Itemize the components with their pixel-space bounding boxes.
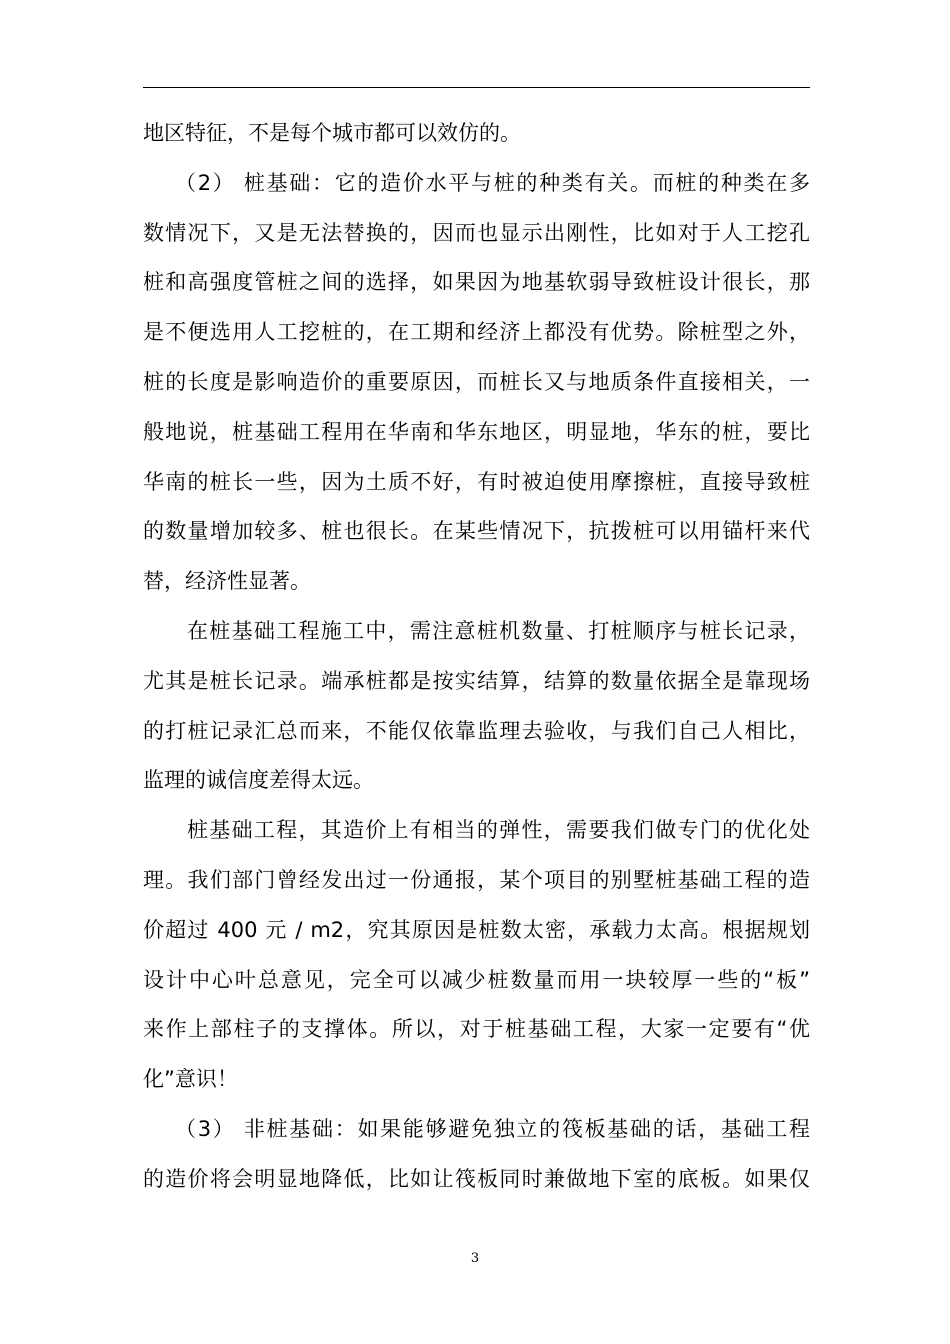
text-line: 数情况下，又是无法替换的，因而也显示出刚性，比如对于人工挖孔 <box>143 220 810 245</box>
text-line: （2） 桩基础：它的造价水平与桩的种类有关。而桩的种类在多 <box>175 170 810 195</box>
text-line: 的造价将会明显地降低，比如让筏板同时兼做地下室的底板。如果仅 <box>143 1166 810 1191</box>
text-line: 的打桩记录汇总而来，不能仅依靠监理去验收，与我们自己人相比， <box>143 718 810 743</box>
text-line: 理。我们部门曾经发出过一份通报，某个项目的别墅桩基础工程的造 <box>143 867 810 892</box>
header-rule <box>143 87 810 88</box>
document-body <box>143 109 810 1205</box>
text-line: 来作上部柱子的支撑体。所以，对于桩基础工程，大家一定要有“优 <box>143 1017 810 1042</box>
text-line: 桩和高强度管桩之间的选择，如果因为地基软弱导致桩设计很长，那 <box>143 270 810 295</box>
text-line: 替，经济性显著。 <box>143 569 311 594</box>
text-line: 价超过 400 元 / m2，究其原因是桩数太密，承载力太高。根据规划 <box>143 917 810 942</box>
text-line: （3） 非桩基础：如果能够避免独立的筏板基础的话，基础工程 <box>175 1116 810 1141</box>
page-number: 3 <box>470 1251 480 1266</box>
paragraph-non-pile-foundation <box>143 1105 810 1205</box>
text-line: 地区特征，不是每个城市都可以效仿的。 <box>143 121 521 145</box>
text-line: 化”意识！ <box>143 1067 238 1092</box>
text-line: 桩的长度是影响造价的重要原因，而桩长又与地质条件直接相关，一 <box>143 369 810 394</box>
paragraph-pile-foundation <box>143 159 810 607</box>
text-line: 华南的桩长一些，因为土质不好，有时被迫使用摩擦桩，直接导致桩 <box>143 469 810 494</box>
paragraph-pile-construction <box>143 607 810 806</box>
text-line: 般地说，桩基础工程用在华南和华东地区，明显地，华东的桩，要比 <box>143 419 810 444</box>
text-line: 尤其是桩长记录。端承桩都是按实结算，结算的数量依据全是靠现场 <box>143 668 810 693</box>
text-line: 的数量增加较多、桩也很长。在某些情况下，抗拨桩可以用锚杆来代 <box>143 519 810 544</box>
paragraph-continuation <box>143 109 810 159</box>
paragraph-optimization <box>143 806 810 1105</box>
text-line: 监理的诚信度差得太远。 <box>143 768 374 793</box>
text-line: 设计中心叶总意见，完全可以减少桩数量而用一块较厚一些的“板” <box>143 967 810 992</box>
text-line: 在桩基础工程施工中，需注意桩机数量、打桩顺序与桩长记录， <box>187 618 810 643</box>
text-line: 桩基础工程，其造价上有相当的弹性，需要我们做专门的优化处 <box>187 818 810 843</box>
text-line: 是不便选用人工挖桩的，在工期和经济上都没有优势。除桩型之外， <box>143 320 810 345</box>
